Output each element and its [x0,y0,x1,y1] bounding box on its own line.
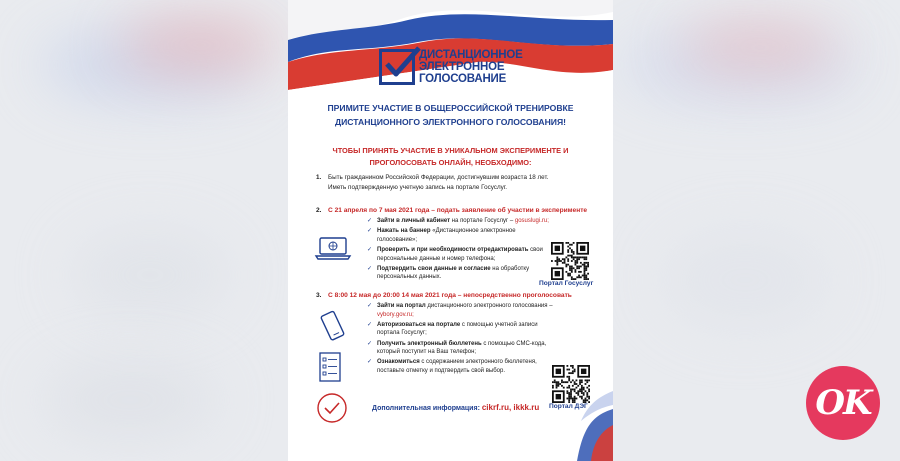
logo-line-1: ДИСТАНЦИОННОЕ [419,49,523,61]
check-icon: ✓ [367,359,373,366]
checkmark-circle-icon [316,392,348,424]
logo [379,44,529,90]
voting-poster [288,0,613,461]
step-2-items [367,217,557,284]
vybory-link[interactable]: vybory.gov.ru; [377,311,414,318]
qr-label-gosuslugi: Портал Госуслуг [539,280,594,287]
step-number: 2. [316,207,322,214]
footer-links[interactable]: cikrf.ru, ikkk.ru [481,403,540,412]
check-icon: ✓ [367,218,373,224]
title-line-1: ПРИМИТЕ УЧАСТИЕ В ОБЩЕРОССИЙСКОЙ ТРЕНИРОВКЕ [327,103,574,113]
gosuslugi-link[interactable]: gosuslugi.ru; [514,218,549,224]
smartphone-icon [318,310,346,344]
footer-label: Дополнительная информация: [372,405,480,412]
poster-subtitle [308,145,593,169]
title-line-2: ДИСТАНЦИОННОГО ЭЛЕКТРОННОГО ГОЛОСОВАНИЯ! [335,117,566,127]
qr-code-deg[interactable] [552,365,590,403]
qr-code-gosuslugi[interactable] [551,242,589,280]
laptop-icon [314,236,352,260]
list-item: ✓ Зайти на портал дистанционного электронного голосования – vybory.gov.ru; [367,303,553,318]
list-item: ✓ Зайти в личный кабинет на портале Госуслуг – gosuslugi.ru; [367,218,549,224]
step-1 [316,173,586,192]
list-item: ✓ Подтвердить свои данные и согласие на обработку персональных данных. [367,265,530,281]
logo-line-2: ЭЛЕКТРОННОЕ [419,61,505,73]
step-number: 3. [316,292,322,299]
step-1-line-1: Быть гражданином Российской Федерации, достигнувшим возраста 18 лет. [328,174,549,181]
footer-info [372,403,539,412]
list-item: ✓ Получить электронный бюллетень с помощью СМС-кода, который поступит на Ваш телефон; [367,340,547,356]
check-icon: ✓ [367,246,373,253]
step-3-items [367,302,557,377]
check-icon: ✓ [367,228,373,235]
check-icon: ✓ [367,321,373,328]
logo-line-3: ГОЛОСОВАНИЕ [419,73,507,85]
poster-title [308,101,593,129]
step-2-heading-text: С 21 апреля по 7 мая 2021 года – подать заявление об участии в эксперименте [328,207,588,214]
step-number: 1. [316,174,322,181]
check-icon: ✓ [367,265,373,272]
list-item: ✓ Нажать на баннер «Дистанционное электронное голосование»; [367,228,516,243]
qr-label-deg: Портал ДЭГ [549,403,588,410]
ballot-check-icon [379,49,415,85]
subtitle-line-2: ПРОГОЛОСОВАТЬ ОНЛАЙН, НЕОБХОДИМО: [369,158,532,167]
step-2-heading [316,207,587,214]
step-3-heading [316,292,572,299]
step-1-line-2: Иметь подтвержденную учетную запись на портале Госуслуг. [328,183,508,191]
list-item: ✓ Авторизоваться на портале с помощью учетной записи портала Госуслуг; [367,321,538,337]
check-icon: ✓ [367,340,373,347]
subtitle-line-1: ЧТОБЫ ПРИНЯТЬ УЧАСТИЕ В УНИКАЛЬНОМ ЭКСПЕРИМЕНТЕ И [332,146,569,155]
list-item: ✓ Ознакомиться с содержанием электронного бюллетеня, поставьте отметку и подтвердить свой выбор. [367,359,537,374]
list-item: ✓ Проверить и при необходимости отредактировать свои персональные данные и номер телефона; [367,246,543,262]
ok-logo-badge[interactable]: OK [806,366,880,440]
step-3-heading-text: С 8:00 12 мая до 20:00 14 мая 2021 года – непосредственно проголосовать [328,292,572,299]
ballot-list-icon [318,352,342,382]
check-icon: ✓ [367,303,373,309]
